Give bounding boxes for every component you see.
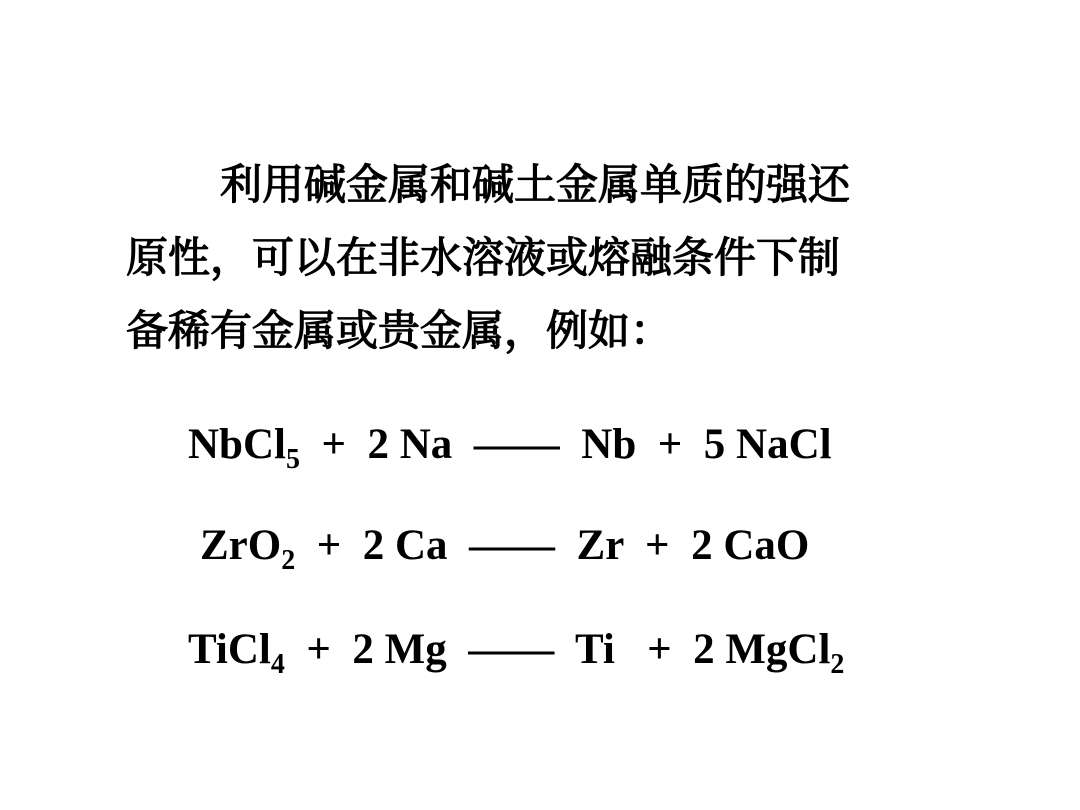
reactant-1-subscript: 5 [285, 444, 300, 475]
intro-paragraph [126, 148, 956, 367]
paragraph-line-1: 利用碱金属和碱土金属单质的强还 [220, 160, 851, 209]
paragraph-line-3: 备稀有金属或贵金属，例如： [126, 306, 673, 355]
equation-titanium [188, 626, 845, 680]
reaction-arrow: —— [473, 421, 560, 468]
product-2-subscript: 2 [830, 649, 845, 680]
reactant-2: 2 Ca [362, 522, 448, 569]
reaction-arrow: —— [469, 522, 556, 569]
plus-sign: + [657, 421, 683, 468]
product-1: Ti [574, 626, 615, 673]
reactant-2: 2 Na [367, 421, 453, 468]
paragraph-line-2: 原性，可以在非水溶液或熔融条件下制 [126, 233, 841, 282]
reactant-1-subscript: 4 [270, 649, 285, 680]
plus-sign: + [645, 522, 670, 569]
product-1: Nb [581, 421, 637, 468]
reaction-arrow: —— [468, 626, 555, 673]
product-2: 2 CaO [691, 522, 810, 569]
reactant-2: 2 Mg [352, 626, 447, 673]
plus-sign: + [316, 522, 342, 569]
reactant-1-subscript: 2 [281, 545, 296, 576]
reactant-1: TiCl [188, 626, 271, 673]
reactant-1: ZrO [200, 522, 282, 569]
equation-niobium [188, 421, 832, 475]
plus-sign: + [306, 626, 331, 673]
equation-zirconium [200, 522, 810, 576]
product-2: 2 MgCl [693, 626, 831, 673]
product-2: 5 NaCl [703, 421, 832, 468]
product-1: Zr [576, 522, 624, 569]
reactant-1: NbCl [188, 421, 286, 468]
plus-sign: + [321, 421, 346, 468]
plus-sign: + [647, 626, 672, 673]
